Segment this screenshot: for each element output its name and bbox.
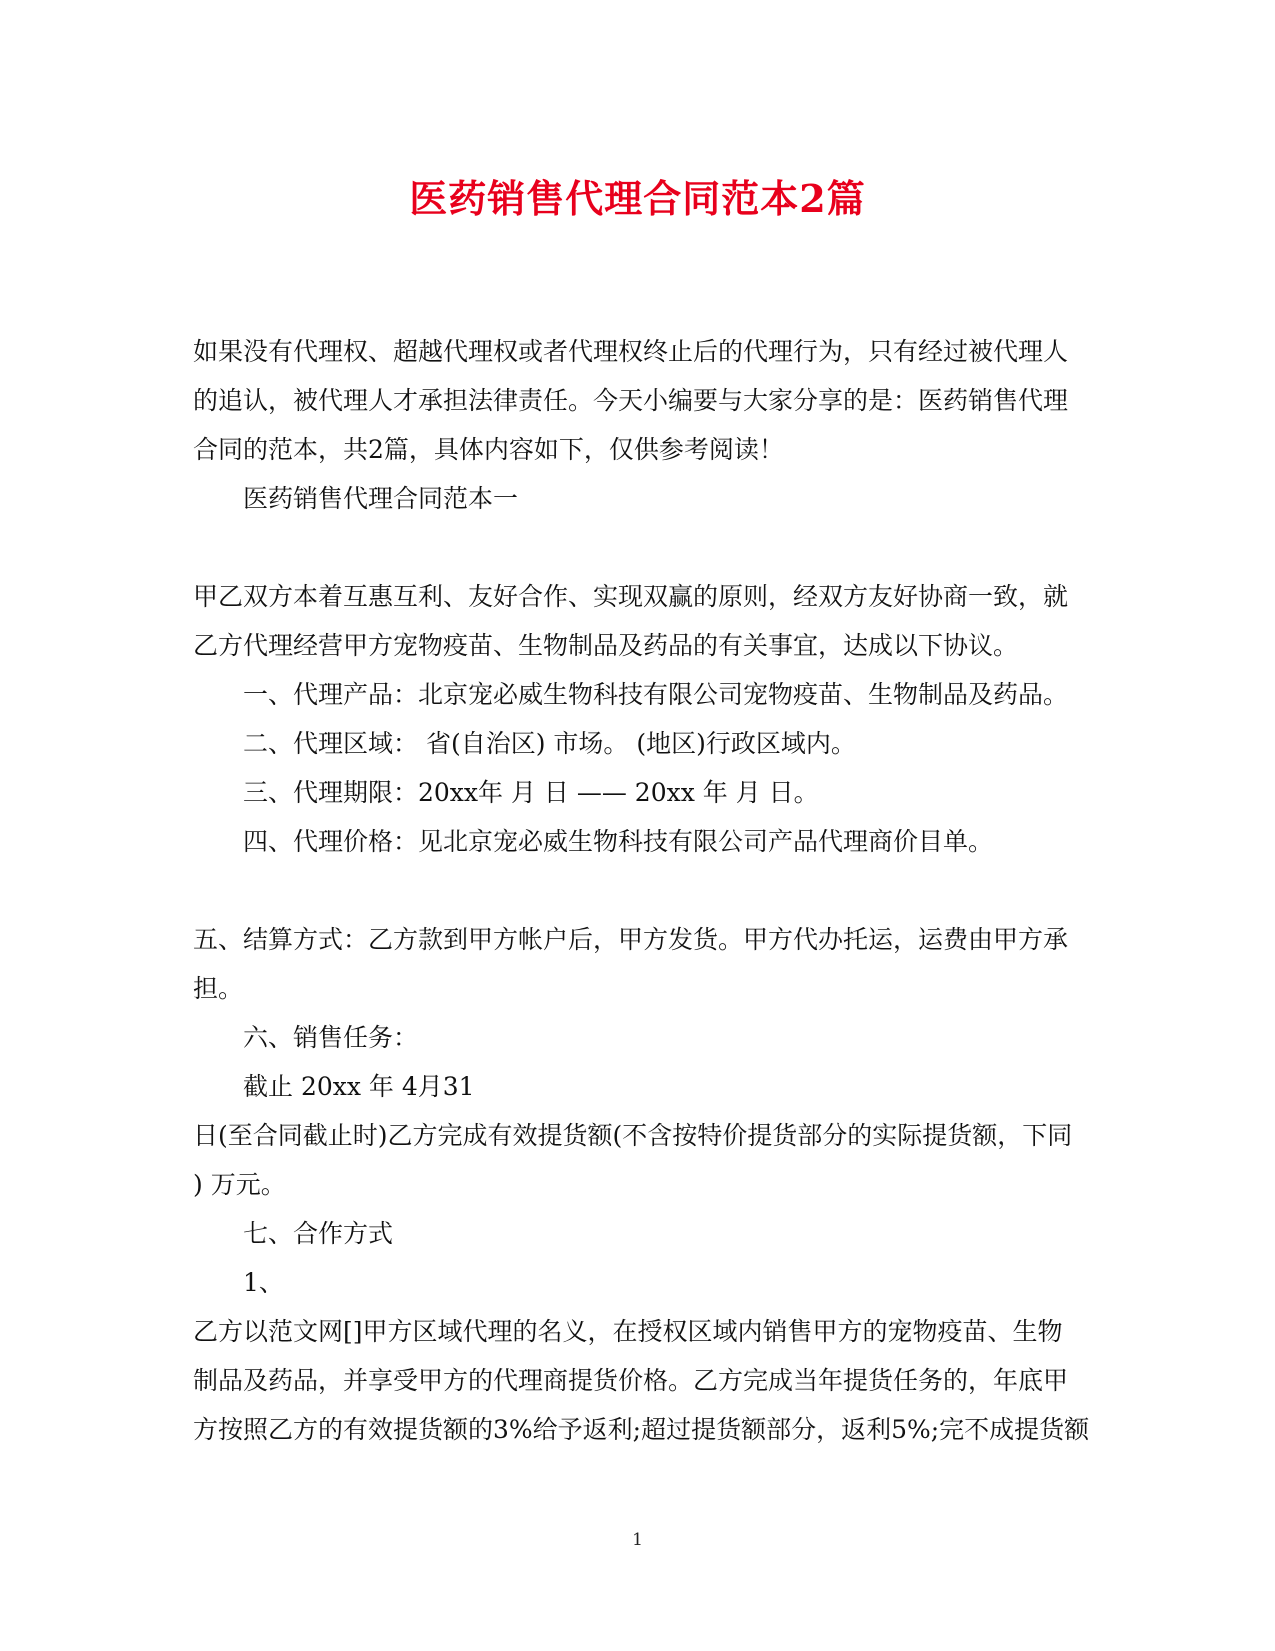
paragraph-line: 乙方以范文网[]甲方区域代理的名义，在授权区域内销售甲方的宠物疫苗、生物 xyxy=(193,1317,1063,1346)
paragraph-line: ) 万元。 xyxy=(193,1170,286,1199)
paragraph-line: 方按照乙方的有效提货额的3%给予返利;超过提货额部分，返利5%;完不成提货额 xyxy=(193,1415,1090,1444)
clause-line: 七、合作方式 xyxy=(243,1219,394,1248)
clause-line: 四、代理价格：见北京宠必威生物科技有限公司产品代理商价目单。 xyxy=(243,827,994,856)
clause-line: 六、销售任务： xyxy=(243,1023,419,1052)
clause-line: 二、代理区域： 省(自治区) 市场。 (地区)行政区域内。 xyxy=(243,729,856,758)
paragraph-line: 的追认，被代理人才承担法律责任。今天小编要与大家分享的是：医药销售代理 xyxy=(193,386,1069,415)
paragraph-line: 乙方代理经营甲方宠物疫苗、生物制品及药品的有关事宜，达成以下协议。 xyxy=(193,631,1019,660)
paragraph-line: 1、 xyxy=(243,1268,284,1297)
section-heading: 医药销售代理合同范本一 xyxy=(243,484,519,513)
clause-line: 三、代理期限：20xx年 月 日 —— 20xx 年 月 日。 xyxy=(243,778,819,807)
paragraph-line: 制品及药品，并享受甲方的代理商提货价格。乙方完成当年提货任务的，年底甲 xyxy=(193,1366,1069,1395)
paragraph-line: 日(至合同截止时)乙方完成有效提货额(不含按特价提货部分的实际提货额，下同 xyxy=(193,1121,1073,1150)
paragraph-line: 如果没有代理权、超越代理权或者代理权终止后的代理行为，只有经过被代理人 xyxy=(193,337,1069,366)
paragraph-line: 截止 20xx 年 4月31 xyxy=(243,1072,475,1101)
page-number: 1 xyxy=(632,1530,643,1550)
document-title: 医药销售代理合同范本2篇 xyxy=(409,176,866,221)
clause-line: 五、结算方式：乙方款到甲方帐户后，甲方发货。甲方代办托运，运费由甲方承 xyxy=(193,925,1069,954)
paragraph-line: 合同的范本，共2篇，具体内容如下，仅供参考阅读！ xyxy=(193,435,784,464)
paragraph-gap xyxy=(193,523,1083,572)
paragraph-line: 担。 xyxy=(193,974,244,1003)
clause-line: 一、代理产品：北京宠必威生物科技有限公司宠物疫苗、生物制品及药品。 xyxy=(243,680,1069,709)
document-body xyxy=(193,327,1090,1454)
paragraph-line: 甲乙双方本着互惠互利、友好合作、实现双赢的原则，经双方友好协商一致，就 xyxy=(193,582,1069,611)
paragraph-gap xyxy=(193,866,1083,915)
